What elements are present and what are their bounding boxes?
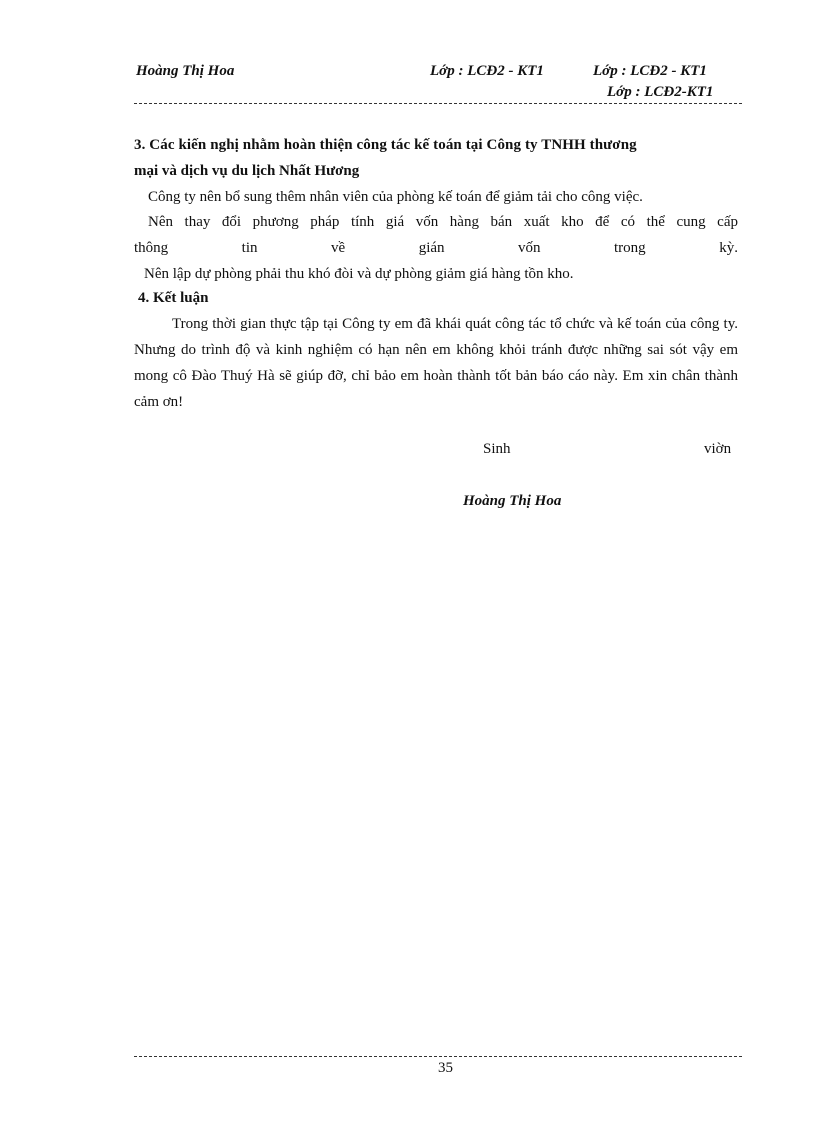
section4-heading: 4. Kết luận	[138, 290, 209, 306]
signature-name: Hoàng Thị Hoa	[463, 493, 562, 509]
word-7: kỳ.	[719, 240, 738, 256]
signature-label-word-2: viờn	[704, 441, 732, 457]
word-1: thông	[134, 240, 169, 256]
section3-paragraph-2-line1: Nên thay đổi phương pháp tính giá vốn hàng bán xuất kho để có thể cung cấp	[148, 214, 738, 230]
page-number: 35	[438, 1060, 453, 1076]
section3-paragraph-3: Nên lập dự phòng phải thu khó đòi và dự phòng giảm giá hàng tồn kho.	[144, 266, 574, 282]
section3-paragraph-1: Công ty nên bổ sung thêm nhân viên của phòng kế toán để giảm tải cho công việc.	[148, 189, 643, 205]
header-class-2: Lớp : LCĐ2 - KT1	[593, 63, 707, 79]
footer-rule	[134, 1056, 742, 1057]
word-4: gián	[418, 240, 445, 256]
signature-label-word-1: Sinh	[483, 441, 511, 457]
section3-paragraph-2-line2	[134, 240, 738, 257]
section3-heading-line2: mại và dịch vụ du lịch Nhất Hương	[134, 163, 360, 179]
header-rule	[134, 103, 742, 104]
word-3: về	[331, 240, 346, 256]
header-author: Hoàng Thị Hoa	[136, 63, 235, 79]
section4-paragraph: Trong thời gian thực tập tại Công ty em đã khái quát công tác tổ chức và kế toán của công ty. Nhưng do trình độ và kinh nghiệm có hạn nên em không khỏi tránh được những sai sót vậy em mong cô Đào Thuý Hà sẽ giúp đỡ, chỉ bảo em hoàn thành tốt bản báo cáo này. Em xin chân thành cảm ơn!	[134, 316, 738, 410]
section3-heading-line1	[134, 137, 738, 154]
header-class-1: Lớp : LCĐ2 - KT1	[430, 63, 544, 79]
header-class-3: Lớp : LCĐ2-KT1	[607, 84, 714, 100]
word-5: vốn	[518, 240, 541, 256]
word-6: trong	[614, 240, 646, 256]
word-2: tin	[241, 240, 258, 256]
section3-heading-text: 3. Các kiến nghị nhằm hoàn thiện công tác kế toán tại Công ty TNHH thương	[134, 137, 637, 153]
